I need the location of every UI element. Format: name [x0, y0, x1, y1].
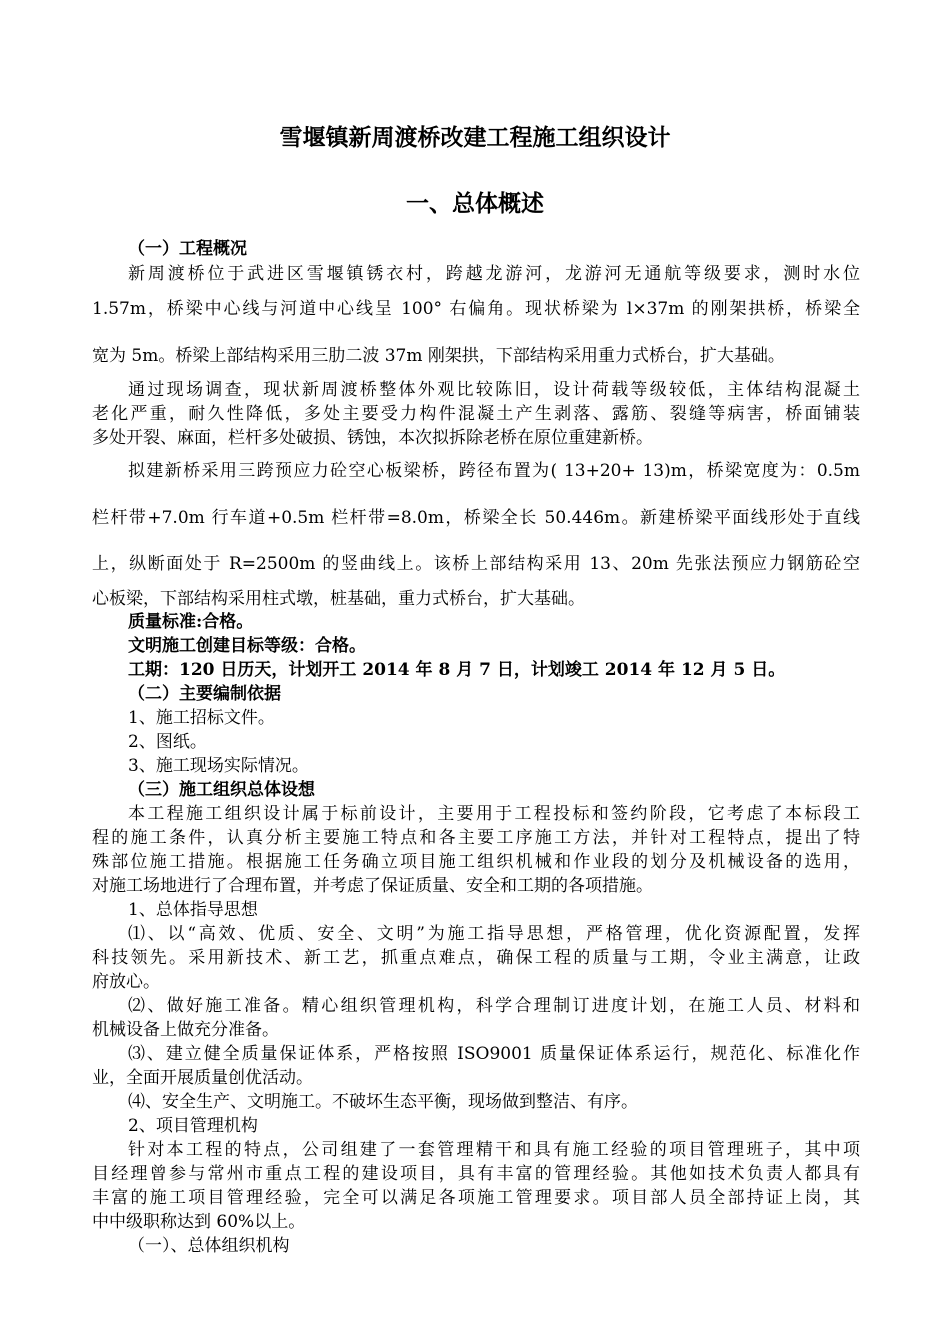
quality-standard: 质量标准:合格。	[128, 612, 254, 632]
subheading: （一）、总体组织机构	[128, 1236, 290, 1256]
civilized-construction-goal: 文明施工创建目标等级：合格。	[128, 636, 366, 656]
paragraph-line: 目经理曾参与常州市重点工程的建设项目，具有丰富的管理经验。其他如技术负责人都具有	[92, 1164, 860, 1184]
paragraph-line: 宽为 5m。桥梁上部结构采用三肋二波 37m 刚架拱，下部结构采用重力式桥台，扩大基础。	[92, 346, 785, 366]
paragraph-line: 通过现场调查，现状新周渡桥整体外观比较陈旧，设计荷载等级较低，主体结构混凝土	[128, 380, 860, 400]
paragraph-line: ⑷、安全生产、文明施工。不破坏生态平衡，现场做到整洁、有序。	[128, 1092, 638, 1112]
paragraph-line: 1.57m，桥梁中心线与河道中心线呈 100° 右偏角。现状桥梁为 l×37m 的刚架拱桥，桥梁全	[92, 299, 860, 319]
paragraph-line: 对施工场地进行了合理布置，并考虑了保证质量、安全和工期的各项措施。	[92, 876, 653, 896]
paragraph-line: 业，全面开展质量创优活动。	[92, 1068, 313, 1088]
paragraph-line: 机械设备上做充分准备。	[92, 1020, 279, 1040]
paragraph-line: 本工程施工组织设计属于标前设计，主要用于工程投标和签约阶段，它考虑了本标段工	[128, 804, 860, 824]
paragraph-line: 新周渡桥位于武进区雪堰镇锈衣村，跨越龙游河，龙游河无通航等级要求，测时水位	[128, 264, 860, 284]
document-title: 雪堰镇新周渡桥改建工程施工组织设计	[279, 124, 671, 151]
list-item: 1、施工招标文件。	[128, 708, 275, 728]
construction-period: 工期：120 日历天，计划开工 2014 年 8 月 7 日，计划竣工 2014 年 12 月 5 日。	[128, 660, 786, 680]
paragraph-line: 拟建新桥采用三跨预应力砼空心板梁桥，跨径布置为( 13+20+ 13)m，桥梁宽度为：0.5m	[128, 461, 860, 481]
paragraph-line: 丰富的施工项目管理经验，完全可以满足各项施工管理要求。项目部人员全部持证上岗，其	[92, 1188, 860, 1208]
paragraph-line: ⑵、做好施工准备。精心组织管理机构，科学合理制订进度计划，在施工人员、材料和	[128, 996, 860, 1016]
paragraph-line: 栏杆带+7.0m 行车道+0.5m 栏杆带=8.0m，桥梁全长 50.446m。新建桥梁平面线形处于直线	[92, 508, 860, 528]
section-heading-basis: （二）主要编制依据	[128, 684, 281, 704]
paragraph-line: 程的施工条件，认真分析主要施工特点和各主要工序施工方法，并针对工程特点，提出了特	[92, 828, 860, 848]
section-heading-overview: （一）工程概况	[128, 239, 247, 259]
list-item: 3、施工现场实际情况。	[128, 756, 309, 776]
paragraph-line: ⑴、以“高效、优质、安全、文明”为施工指导思想，严格管理，优化资源配置，发挥	[128, 924, 860, 944]
paragraph-line: 府放心。	[92, 972, 160, 992]
subheading: 1、总体指导思想	[128, 900, 258, 920]
paragraph-line: ⑶、建立健全质量保证体系，严格按照 ISO9001 质量保证体系运行，规范化、标准化作	[128, 1044, 860, 1064]
paragraph-line: 科技领先。采用新技术、新工艺，抓重点难点，确保工程的质量与工期，令业主满意，让政	[92, 948, 860, 968]
list-item: 2、图纸。	[128, 732, 207, 752]
paragraph-line: 多处开裂、麻面，栏杆多处破损、锈蚀，本次拟拆除老桥在原位重建新桥。	[92, 428, 653, 448]
paragraph-line: 针对本工程的特点，公司组建了一套管理精干和具有施工经验的项目管理班子，其中项	[128, 1140, 860, 1160]
paragraph-line: 心板梁，下部结构采用柱式墩，桩基础，重力式桥台，扩大基础。	[92, 589, 585, 609]
paragraph-line: 殊部位施工措施。根据施工任务确立项目施工组织机械和作业段的划分及机械设备的选用，	[92, 852, 860, 872]
chapter-heading: 一、总体概述	[406, 190, 544, 217]
paragraph-line: 上，纵断面处于 R=2500m 的竖曲线上。该桥上部结构采用 13、20m 先张法预应力钢筋砼空	[92, 554, 860, 574]
subheading: 2、项目管理机构	[128, 1116, 258, 1136]
paragraph-line: 老化严重，耐久性降低，多处主要受力构件混凝土产生剥落、露筋、裂缝等病害，桥面铺装	[92, 404, 860, 424]
section-heading-concept: （三）施工组织总体设想	[128, 780, 315, 800]
paragraph-line: 中中级职称达到 60%以上。	[92, 1212, 306, 1232]
